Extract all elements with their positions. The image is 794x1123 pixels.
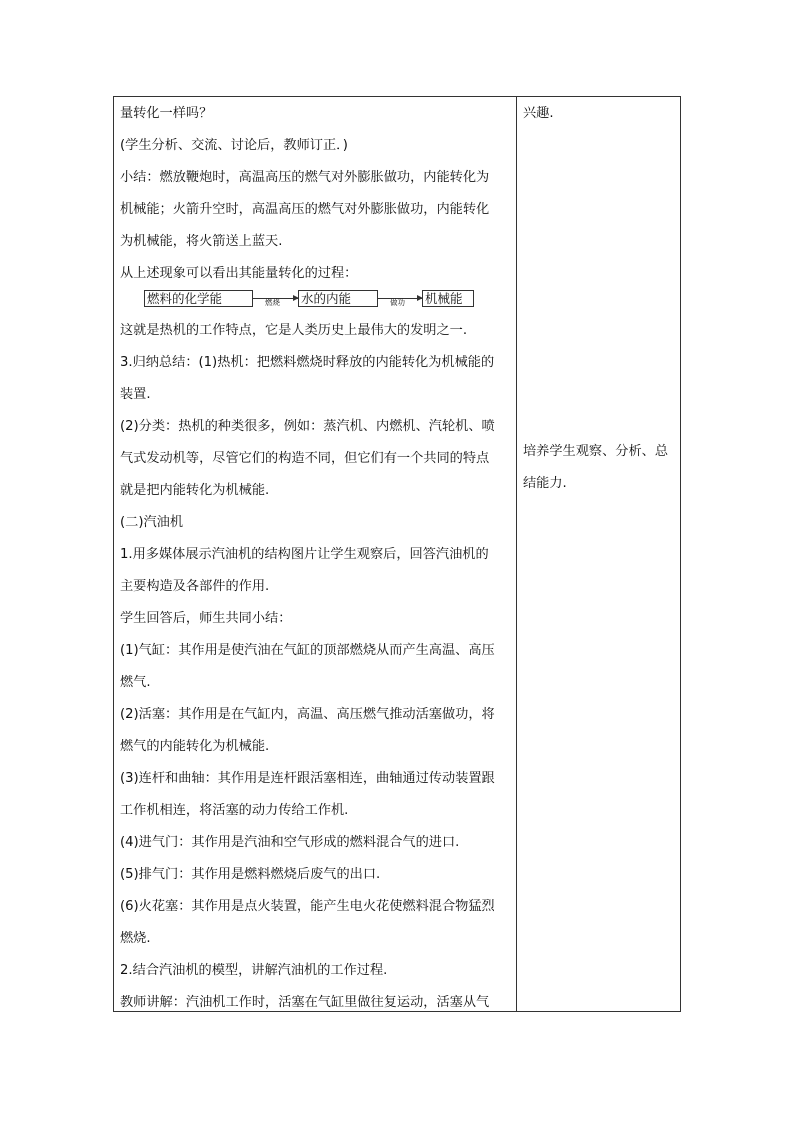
text-line: 主要构造及各部件的作用. (120, 579, 270, 594)
design-intent-column (523, 102, 675, 495)
text-line: 3.归纳总结：(1)热机：把燃料燃烧时释放的内能转化为机械能的 (120, 355, 495, 370)
diagram-arrow-label: 做功 (390, 298, 405, 307)
text-line: 小结：燃放鞭炮时，高温高压的燃气对外膨胀做功，内能转化为 (120, 170, 490, 185)
diagram-box-chemical-energy: 燃料的化学能 (144, 290, 253, 307)
teaching-process-column (120, 102, 512, 1014)
text-line: (6)火花塞：其作用是点火装置，能产生电火花使燃料混合物猛烈 (120, 899, 495, 914)
text-line: 气式发动机等，尽管它们的构造不同，但它们有一个共同的特点 (120, 451, 490, 466)
diagram-arrow-label: 燃烧 (265, 298, 280, 307)
text-line: 燃气的内能转化为机械能. (120, 739, 270, 754)
diagram-arrow-combustion (253, 298, 298, 307)
side-note-line: 培养学生观察、分析、总 (523, 444, 669, 459)
text-line: (5)排气门：其作用是燃料燃烧后废气的出口. (120, 867, 381, 882)
text-line: (3)连杆和曲轴：其作用是连杆跟活塞相连，曲轴通过传动装置跟 (120, 771, 495, 786)
text-line: 1.用多媒体展示汽油机的结构图片让学生观察后，回答汽油机的 (120, 547, 489, 562)
text-line: 机械能；火箭升空时，高温高压的燃气对外膨胀做功，内能转化 (120, 202, 490, 217)
text-line: 燃气. (120, 675, 151, 690)
lesson-table (113, 96, 681, 1012)
text-line: (学生分析、交流、讨论后，教师订正．) (120, 138, 348, 153)
text-line: 工作机相连，将活塞的动力传给工作机. (120, 803, 349, 818)
text-line: (2)分类：热机的种类很多，例如：蒸汽机、内燃机、汽轮机、喷 (120, 419, 495, 434)
text-line: 燃烧. (120, 931, 151, 946)
text-line: (2)活塞：其作用是在气缸内，高温、高压燃气推动活塞做功，将 (120, 707, 495, 722)
energy-conversion-diagram (120, 287, 512, 319)
text-line: 教师讲解：汽油机工作时，活塞在气缸里做往复运动，活塞从气 (120, 995, 490, 1010)
text-line: 2.结合汽油机的模型，讲解汽油机的工作过程. (120, 963, 388, 978)
text-line: 这就是热机的工作特点，它是人类历史上最伟大的发明之一. (120, 323, 468, 338)
section-heading: (二)汽油机 (120, 515, 184, 530)
text-line: 学生回答后，师生共同小结： (120, 611, 292, 626)
text-line: 为机械能，将火箭送上蓝天. (120, 234, 283, 249)
text-line: 从上述现象可以看出其能量转化的过程： (120, 266, 358, 281)
diagram-box-mechanical-energy: 机械能 (422, 290, 474, 307)
diagram-arrow-work (378, 298, 422, 307)
text-line: 就是把内能转化为机械能. (120, 483, 270, 498)
side-note-line: 兴趣. (523, 106, 554, 121)
diagram-box-internal-energy: 水的内能 (298, 290, 378, 307)
text-line: 装置. (120, 387, 151, 402)
column-divider (516, 97, 517, 1011)
text-line: (1)气缸：其作用是使汽油在气缸的顶部燃烧从而产生高温、高压 (120, 643, 495, 658)
text-line: (4)进气门：其作用是汽油和空气形成的燃料混合气的进口. (120, 835, 460, 850)
side-note-line: 结能力. (523, 476, 567, 491)
text-line: 量转化一样吗？ (120, 106, 213, 121)
